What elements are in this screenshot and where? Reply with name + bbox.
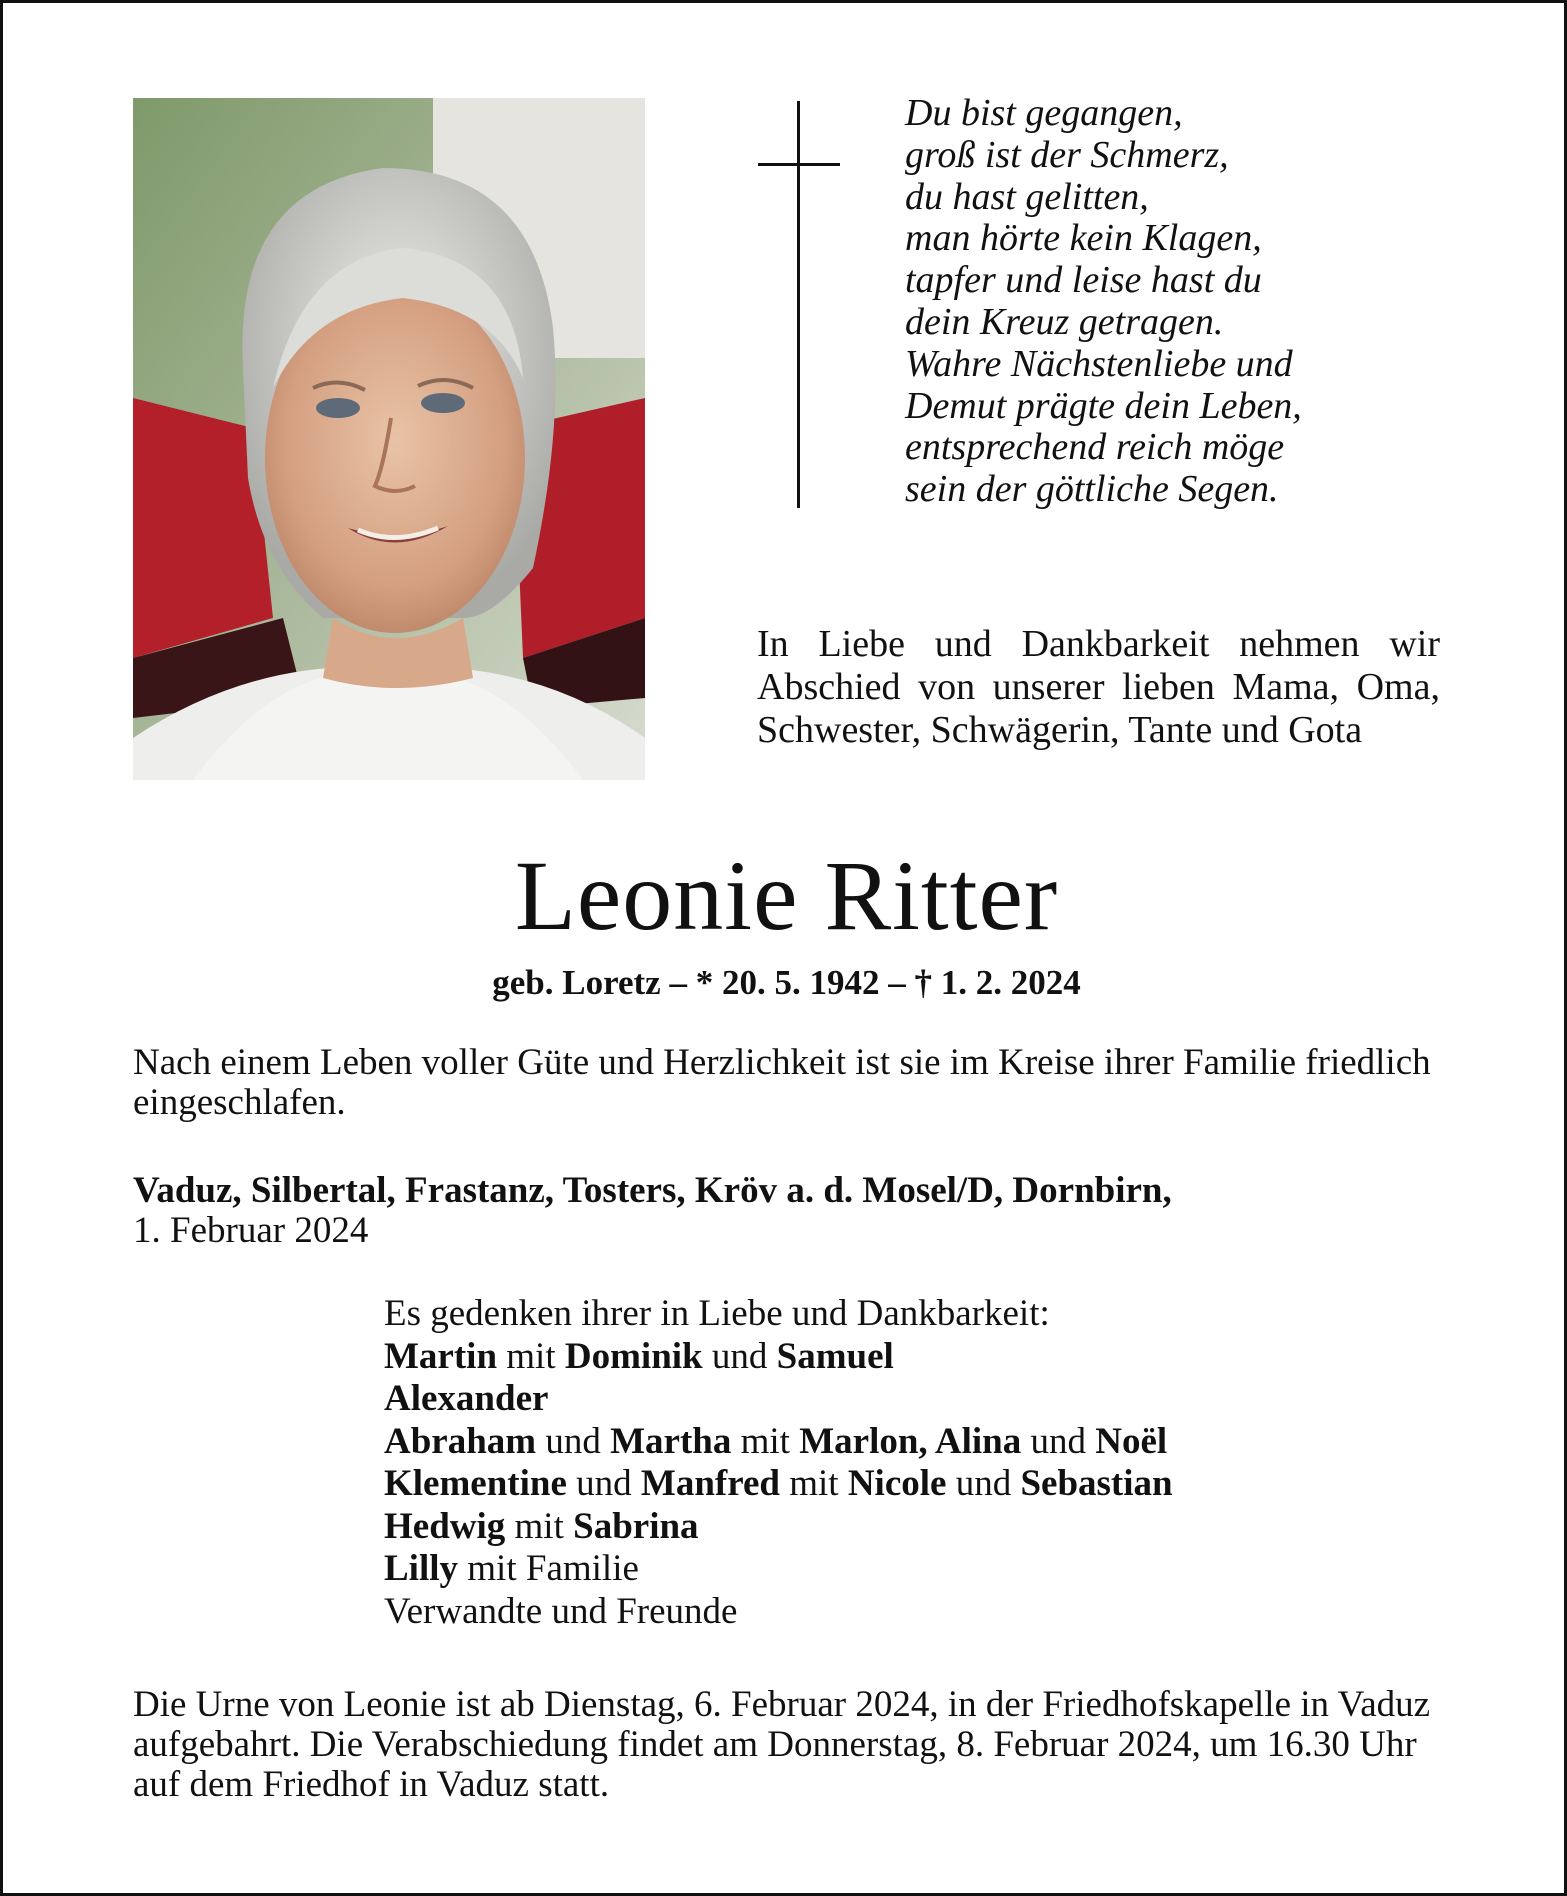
mourner-name: Sabrina [573, 1505, 699, 1547]
poem-line: du hast gelitten, [905, 175, 1149, 218]
poem-line: Wahre Nächstenliebe und [905, 342, 1293, 385]
places-block [133, 1171, 1443, 1251]
mourner-connector: und [566, 1463, 641, 1504]
mourner-connector: mit [505, 1505, 574, 1547]
mourners-list [384, 1336, 1384, 1634]
mourner-name: Abraham [384, 1420, 537, 1462]
mourner-name: Alexander [384, 1378, 549, 1419]
mourner-connector: und [946, 1463, 1021, 1504]
mourner-row [384, 1378, 1384, 1421]
mourner-name: Lilly [384, 1548, 459, 1589]
funeral-info: Die Urne von Leonie ist ab Dienstag, 6. Februar 2024, in der Friedhofskapelle in Vaduz aufgebahrt. Die Verabschiedung findet am Donnerstag, 8. Februar 2024, um 16.30 Uhr auf dem Friedhof in Vaduz statt. [133, 1684, 1431, 1805]
mourner-row [384, 1421, 1384, 1464]
mourner-row [384, 1506, 1384, 1549]
deceased-dates: geb. Loretz – * 20. 5. 1942 – † 1. 2. 2024 [492, 963, 1081, 1002]
mourner-name: Martin [384, 1335, 498, 1377]
mourner-name: Klementine [384, 1463, 567, 1504]
poem-line: entsprechend reich möge [905, 426, 1285, 469]
mourner-connector: und [536, 1420, 611, 1462]
mourner-name: Dominik [564, 1335, 703, 1377]
poem-line: groß ist der Schmerz, [905, 133, 1229, 176]
mourner-name: Martha [610, 1420, 732, 1462]
mourner-row [384, 1463, 1384, 1506]
mourners-heading: Es gedenken ihrer in Liebe und Dankbarkeit: [384, 1293, 1050, 1334]
intro-text: In Liebe und Dankbarkeit nehmen wir Abschied von unserer lieben Mama, Oma, Schwester, Schwägerin, Tante und Gota [757, 623, 1440, 751]
poem-line: Demut prägte dein Leben, [905, 384, 1302, 427]
poem-line: dein Kreuz getragen. [905, 300, 1224, 343]
mourner-name: Sebastian [1020, 1463, 1173, 1504]
mourner-connector: mit [731, 1420, 800, 1462]
poem-line: sein der göttliche Segen. [905, 468, 1279, 511]
places-list: Vaduz, Silbertal, Frastanz, Tosters, Kröv a. d. Mosel/D, Dornbirn, [133, 1170, 1172, 1211]
mourner-name: Marlon, Alina [799, 1420, 1022, 1462]
mourner-name: Manfred [640, 1463, 780, 1504]
passing-paragraph: Nach einem Leben voller Güte und Herzlichkeit ist sie im Kreise ihrer Familie friedlich eingeschlafen. [133, 1042, 1431, 1123]
mourner-connector: und [702, 1335, 777, 1377]
places-date: 1. Februar 2024 [133, 1210, 369, 1251]
poem-line: Du bist gegangen, [905, 92, 1183, 134]
mourner-name: Nicole [847, 1463, 947, 1504]
mourner-connector: mit [779, 1463, 848, 1504]
mourner-name: Noël [1095, 1420, 1168, 1462]
mourner-connector: mit [497, 1335, 565, 1377]
mourner-row [384, 1548, 1384, 1591]
mourner-connector: Verwandte und Freunde [384, 1590, 738, 1632]
portrait-image [133, 98, 645, 780]
mourners-block [384, 1293, 1384, 1633]
portrait-photo [133, 98, 645, 780]
poem-line: tapfer und leise hast du [905, 259, 1262, 302]
mourner-connector: und [1021, 1420, 1096, 1462]
poem [905, 93, 1425, 511]
mourner-name: Samuel [776, 1335, 894, 1377]
poem-line: man hörte kein Klagen, [905, 217, 1262, 260]
deceased-name: Leonie Ritter [514, 840, 1059, 951]
mourner-connector: mit Familie [458, 1548, 639, 1589]
mourner-row [384, 1336, 1384, 1379]
mourner-name: Hedwig [384, 1505, 506, 1547]
mourner-row [384, 1591, 1384, 1634]
cross-icon [758, 101, 840, 508]
